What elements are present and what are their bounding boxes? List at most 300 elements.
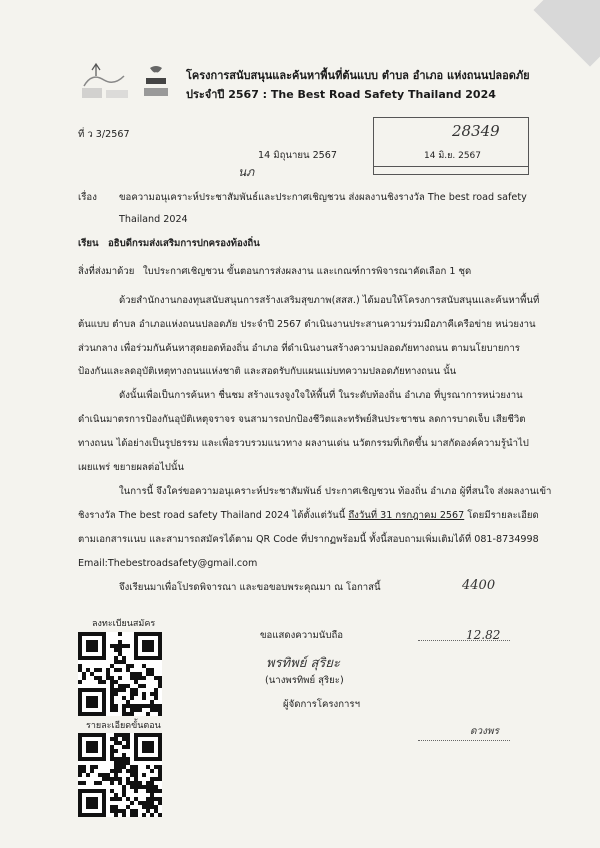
qr-module: [158, 676, 162, 680]
attachment-text: ใบประกาศเชิญชวน ขั้นตอนการส่งผลงาน และเกณฑ์การพิจารณาคัดเลือก 1 ชุด: [143, 266, 472, 277]
qr-module: [114, 733, 118, 737]
qr-module: [150, 793, 154, 797]
qr-module: [134, 781, 138, 785]
qr-module: [158, 769, 162, 773]
para1-line: ป้องกันและลดอุบัติเหตุทางถนนแห่งชาติ และสอดรับกับแผนแม่บทความปลอดภัยทางถนน นั้น: [78, 366, 457, 377]
qr-module: [158, 813, 162, 817]
qr-module: [82, 781, 86, 785]
qr-module: [118, 809, 122, 813]
qr-module: [158, 789, 162, 793]
qr-module: [150, 785, 154, 789]
qr-module: [110, 676, 114, 680]
qr-module: [110, 737, 114, 741]
qr-module: [126, 797, 130, 801]
subject-line1: ขอความอนุเคราะห์ประชาสัมพันธ์และประกาศเชิญชวน ส่งผลงานชิงรางวัล The best road safety: [119, 192, 527, 203]
qr-module: [114, 741, 118, 745]
qr-module: [158, 801, 162, 805]
qr-module: [134, 708, 138, 712]
stamp-date: 14 มิ.ย. 2567: [424, 151, 482, 161]
qr-module: [126, 737, 130, 741]
qr-module: [98, 676, 102, 680]
folded-corner: [533, 0, 600, 67]
qr-module: [110, 684, 114, 688]
qr-module: [138, 708, 142, 712]
qr-module: [110, 797, 114, 801]
para3-line2-start: ชิงรางวัล The best road safety Thailand 2024 ได้ตั้งแต่วันนี้: [78, 510, 349, 521]
logo-right: [140, 64, 172, 100]
qr-module: [122, 785, 126, 789]
qr-module: [138, 785, 142, 789]
qr-module: [150, 805, 154, 809]
qr-module: [146, 781, 150, 785]
qr-module: [150, 781, 154, 785]
qr-module: [150, 704, 154, 708]
qr-module: [150, 668, 154, 672]
qr-module: [138, 704, 142, 708]
qr-module: [126, 761, 130, 765]
qr-code-register[interactable]: [78, 632, 162, 716]
para2-line: เผยแพร่ ขยายผลต่อไปนั้น: [78, 462, 184, 473]
qr-module: [118, 660, 122, 664]
qr-module: [118, 741, 122, 745]
qr-module: [106, 773, 110, 777]
qr-module: [122, 793, 126, 797]
qr-module: [130, 708, 134, 712]
qr-module: [146, 801, 150, 805]
qr-module: [110, 664, 114, 668]
handnote-line: [418, 640, 510, 641]
qr-module: [110, 769, 114, 773]
qr-module: [82, 672, 86, 676]
qr-module: [122, 761, 126, 765]
qr-module: [94, 765, 98, 769]
qr-module: [110, 745, 114, 749]
qr-module: [130, 781, 134, 785]
qr-module: [122, 688, 126, 692]
qr-module: [150, 692, 154, 696]
header-line2: ประจำปี 2567 : The Best Road Safety Thailand 2024: [186, 88, 496, 101]
qr-module: [150, 797, 154, 801]
qr-module: [122, 696, 126, 700]
qr-module: [134, 680, 138, 684]
qr-module: [150, 801, 154, 805]
qr-module: [154, 797, 158, 801]
qr-module: [154, 809, 158, 813]
handnote-date: 12.82: [466, 628, 501, 642]
qr-module: [130, 785, 134, 789]
qr-module: [114, 777, 118, 781]
qr-module: [98, 668, 102, 672]
qr-module: [150, 672, 154, 676]
qr-module: [78, 773, 82, 777]
qr-module: [154, 765, 158, 769]
qr-module: [98, 680, 102, 684]
qr-module: [110, 700, 114, 704]
para2-line: ทางถนน ได้อย่างเป็นรูปธรรม และเพื่อรวบรวมแนวทาง ผลงานเด่น นวัตกรรมที่เกิดขึ้น มาสกัดองค์ความรู้นำไป: [78, 438, 529, 449]
qr-module: [130, 813, 134, 817]
qr-module: [110, 757, 114, 761]
letter-date: 14 มิถุนายน 2567: [258, 150, 337, 161]
qr-module: [122, 644, 126, 648]
qr-module: [118, 761, 122, 765]
para3-line1: ในการนี้ จึงใคร่ขอความอนุเคราะห์ประชาสัมพันธ์ ประกาศเชิญชวน ท้องถิ่น อำเภอ ผู้ที่สนใจ ส่งผลงานเข้า: [119, 486, 552, 497]
qr-module: [114, 704, 118, 708]
logo-left: [78, 62, 134, 102]
qr-module: [118, 668, 122, 672]
qr-module: [146, 805, 150, 809]
qr-module: [118, 781, 122, 785]
qr-module: [82, 676, 86, 680]
qr-module: [158, 765, 162, 769]
qr-module: [102, 680, 106, 684]
header-line1: โครงการสนับสนุนและค้นหาพื้นที่ต้นแบบ ตำบล อำเภอ แห่งถนนปลอดภัย: [186, 69, 530, 82]
qr-module: [114, 805, 118, 809]
qr-module: [78, 680, 82, 684]
qr-module: [146, 789, 150, 793]
qr-module: [118, 652, 122, 656]
qr-module: [134, 676, 138, 680]
qr-module: [158, 680, 162, 684]
qr-module: [122, 813, 126, 817]
signer-title: ผู้จัดการโครงการฯ: [283, 699, 360, 710]
qr-module: [122, 656, 126, 660]
signature-scribble: พรทิพย์ สุริยะ: [266, 656, 340, 671]
qr-module: [150, 789, 154, 793]
contact-email: Email:Thebestroadsafety@gmail.com: [78, 558, 258, 569]
qr-module: [102, 777, 106, 781]
qr-module: [134, 785, 138, 789]
qr-module: [130, 704, 134, 708]
qr-module: [98, 773, 102, 777]
qr-module: [154, 777, 158, 781]
qr-module: [126, 741, 130, 745]
stamp-divider: [374, 166, 528, 167]
qr-module: [114, 668, 118, 672]
qr-module: [114, 749, 118, 753]
qr-module: [82, 765, 86, 769]
qr-module: [126, 733, 130, 737]
qr-module: [118, 632, 122, 636]
qr-module: [142, 664, 146, 668]
to-label: เรียน: [78, 238, 99, 249]
para1-line: ต้นแบบ ตำบล อำเภอแห่งถนนปลอดภัย ประจำปี 2567 ดำเนินงานประสานความร่วมมือภาคีเครือข่าย หน่วยงาน: [78, 319, 536, 330]
to-recipient: อธิบดีกรมส่งเสริมการปกครองท้องถิ่น: [108, 238, 260, 249]
qr-module: [118, 777, 122, 781]
qr-module: [118, 797, 122, 801]
qr-module: [110, 688, 114, 692]
subject-label: เรื่อง: [78, 192, 97, 203]
qr-module: [118, 644, 122, 648]
qr-module: [106, 672, 110, 676]
qr-module: [134, 692, 138, 696]
qr-module: [130, 696, 134, 700]
qr-module: [126, 668, 130, 672]
qr-module: [122, 733, 126, 737]
qr-module: [110, 696, 114, 700]
qr-code-details[interactable]: [78, 733, 162, 817]
qr-module: [130, 769, 134, 773]
qr-module: [150, 769, 154, 773]
qr-module: [138, 672, 142, 676]
qr-module: [122, 809, 126, 813]
qr-module: [142, 676, 146, 680]
qr-module: [110, 749, 114, 753]
qr-module: [134, 813, 138, 817]
qr-module: [154, 676, 158, 680]
qr-module: [114, 761, 118, 765]
qr-module: [122, 745, 126, 749]
qr-module: [110, 704, 114, 708]
para1-line: ส่วนกลาง เพื่อร่วมกันค้นหาสุดยอดท้องถิ่น อำเภอ ที่ดำเนินงานสร้างความปลอดภัยทางถนน ตามนโยบายการ: [78, 343, 520, 354]
qr-module: [78, 668, 82, 672]
qr-module: [78, 781, 82, 785]
qr-module: [118, 769, 122, 773]
qr-module: [78, 664, 82, 668]
qr-module: [158, 684, 162, 688]
qr-module: [114, 644, 118, 648]
qr-module: [118, 765, 122, 769]
qr-module: [110, 781, 114, 785]
qr-module: [134, 777, 138, 781]
qr-module: [134, 773, 138, 777]
qr-module: [130, 688, 134, 692]
qr-module: [122, 765, 126, 769]
qr-module: [118, 640, 122, 644]
qr-module: [122, 708, 126, 712]
qr-module: [94, 781, 98, 785]
qr-module: [130, 676, 134, 680]
handnote-initials: ดวงพร: [470, 726, 499, 737]
qr-module: [126, 769, 130, 773]
qr-module: [106, 676, 110, 680]
qr-module: [142, 801, 146, 805]
qr-module: [134, 769, 138, 773]
qr-module: [78, 765, 82, 769]
qr-module: [146, 797, 150, 801]
qr-module: [110, 809, 114, 813]
qr-module: [114, 692, 118, 696]
qr-module: [154, 708, 158, 712]
qr-module: [146, 809, 150, 813]
qr-module: [158, 708, 162, 712]
qr-module: [142, 692, 146, 696]
qr-module: [86, 773, 90, 777]
para2-line: ดังนั้นเพื่อเป็นการค้นหา ชื่นชม สร้างแรงจูงใจให้พื้นที่ ในระดับท้องถิ่น อำเภอ ที่บูรณาการหน่วยงาน: [119, 390, 523, 401]
qr-module: [142, 684, 146, 688]
qr-module: [122, 660, 126, 664]
qr-module: [130, 773, 134, 777]
qr-module: [150, 813, 154, 817]
qr-module: [142, 785, 146, 789]
qr-module: [134, 688, 138, 692]
qr-module: [154, 805, 158, 809]
qr-module: [130, 765, 134, 769]
qr-finder: [86, 640, 98, 652]
subject-line2: Thailand 2024: [119, 214, 188, 225]
qr-module: [118, 688, 122, 692]
qr-register-label: ลงทะเบียนสมัคร: [92, 619, 156, 629]
qr-finder: [142, 640, 154, 652]
qr-module: [114, 737, 118, 741]
qr-module: [114, 773, 118, 777]
deadline-text: ถึงวันที่ 31 กรกฎาคม 2567: [348, 510, 465, 521]
closing-line: จึงเรียนมาเพื่อโปรดพิจารณา และขอขอบพระคุณมา ณ โอกาสนี้: [119, 582, 381, 593]
para1-line: ด้วยสำนักงานกองทุนสนับสนุนการสร้างเสริมสุขภาพ(สสส.) ได้มอบให้โครงการสนับสนุนและค้นหาพื้นที่: [119, 295, 540, 306]
qr-module: [122, 757, 126, 761]
qr-module: [134, 789, 138, 793]
signer-name: (นางพรทิพย์ สุริยะ): [265, 675, 344, 686]
qr-finder: [142, 741, 154, 753]
qr-module: [142, 696, 146, 700]
qr-module: [110, 753, 114, 757]
qr-module: [110, 789, 114, 793]
qr-module: [114, 648, 118, 652]
qr-module: [114, 765, 118, 769]
reference-number: ที่ ว 3/2567: [78, 129, 130, 140]
qr-module: [126, 704, 130, 708]
qr-module: [122, 684, 126, 688]
qr-module: [130, 692, 134, 696]
qr-module: [146, 704, 150, 708]
qr-module: [130, 809, 134, 813]
qr-module: [142, 773, 146, 777]
qr-module: [118, 733, 122, 737]
qr-module: [114, 769, 118, 773]
qr-module: [154, 688, 158, 692]
qr-module: [114, 708, 118, 712]
qr-module: [134, 672, 138, 676]
qr-module: [126, 700, 130, 704]
qr-module: [110, 805, 114, 809]
qr-module: [146, 672, 150, 676]
qr-module: [130, 712, 134, 716]
qr-module: [138, 676, 142, 680]
qr-module: [114, 813, 118, 817]
qr-module: [118, 648, 122, 652]
qr-module: [114, 680, 118, 684]
qr-module: [110, 708, 114, 712]
qr-module: [106, 777, 110, 781]
qr-module: [158, 777, 162, 781]
stamp-number: 28349: [452, 122, 500, 140]
qr-module: [90, 765, 94, 769]
qr-module: [122, 737, 126, 741]
qr-module: [126, 664, 130, 668]
para3-line2-end: โดยมีรายละเอียด: [464, 510, 539, 521]
qr-module: [138, 801, 142, 805]
para3-line3: ตามเอกสารแนบ และสามารถสมัครได้ตาม QR Code ที่ปรากฏพร้อมนี้ ทั้งนี้สอบถามเพิ่มเติมได้ที่ 081-8734998: [78, 534, 539, 545]
qr-module: [150, 700, 154, 704]
qr-module: [90, 672, 94, 676]
qr-module: [110, 692, 114, 696]
handnote-line: [418, 740, 510, 741]
qr-module: [154, 785, 158, 789]
qr-module: [154, 696, 158, 700]
attachment-label: สิ่งที่ส่งมาด้วย: [78, 266, 135, 277]
qr-module: [102, 773, 106, 777]
qr-module: [142, 805, 146, 809]
qr-module: [122, 753, 126, 757]
qr-module: [126, 712, 130, 716]
qr-module: [122, 704, 126, 708]
qr-module: [154, 692, 158, 696]
qr-module: [118, 684, 122, 688]
qr-module: [134, 704, 138, 708]
qr-module: [158, 704, 162, 708]
qr-module: [142, 813, 146, 817]
qr-module: [158, 773, 162, 777]
qr-module: [146, 668, 150, 672]
qr-module: [134, 809, 138, 813]
qr-finder: [86, 797, 98, 809]
qr-module: [134, 797, 138, 801]
qr-module: [82, 769, 86, 773]
qr-module: [158, 712, 162, 716]
regards-text: ขอแสดงความนับถือ: [260, 630, 344, 641]
qr-module: [130, 664, 134, 668]
qr-module: [146, 765, 150, 769]
qr-module: [114, 656, 118, 660]
qr-details-label: รายละเอียดขั้นตอน: [86, 721, 161, 731]
qr-module: [130, 801, 134, 805]
qr-module: [122, 712, 126, 716]
qr-module: [86, 668, 90, 672]
qr-module: [138, 684, 142, 688]
margin-note: นภ: [238, 165, 255, 179]
qr-module: [126, 781, 130, 785]
handnote-amount: 4400: [462, 578, 496, 593]
qr-module: [110, 644, 114, 648]
qr-module: [126, 777, 130, 781]
qr-module: [114, 688, 118, 692]
qr-module: [126, 684, 130, 688]
qr-module: [114, 797, 118, 801]
qr-module: [142, 704, 146, 708]
qr-module: [118, 676, 122, 680]
qr-module: [114, 757, 118, 761]
qr-module: [78, 769, 82, 773]
qr-module: [150, 708, 154, 712]
qr-module: [106, 668, 110, 672]
qr-module: [94, 668, 98, 672]
qr-module: [122, 789, 126, 793]
qr-module: [94, 676, 98, 680]
qr-module: [134, 765, 138, 769]
qr-module: [146, 785, 150, 789]
qr-module: [98, 781, 102, 785]
qr-finder: [86, 741, 98, 753]
qr-module: [110, 777, 114, 781]
qr-module: [154, 704, 158, 708]
qr-module: [110, 680, 114, 684]
qr-module: [126, 644, 130, 648]
qr-module: [114, 660, 118, 664]
qr-module: [146, 712, 150, 716]
para3-line2: [78, 510, 539, 522]
qr-module: [150, 777, 154, 781]
qr-module: [154, 789, 158, 793]
para2-line: ดำเนินมาตรการป้องกันอุบัติเหตุจราจร จนสามารถปกป้องชีวิตและทรัพย์สินประชาชน ลดการบาดเจ็บ เสียชีวิต: [78, 414, 526, 425]
qr-module: [118, 757, 122, 761]
qr-module: [114, 793, 118, 797]
qr-module: [126, 745, 130, 749]
qr-module: [114, 809, 118, 813]
receipt-stamp: [373, 117, 529, 175]
qr-module: [158, 797, 162, 801]
qr-finder: [86, 696, 98, 708]
qr-module: [130, 672, 134, 676]
qr-module: [138, 781, 142, 785]
